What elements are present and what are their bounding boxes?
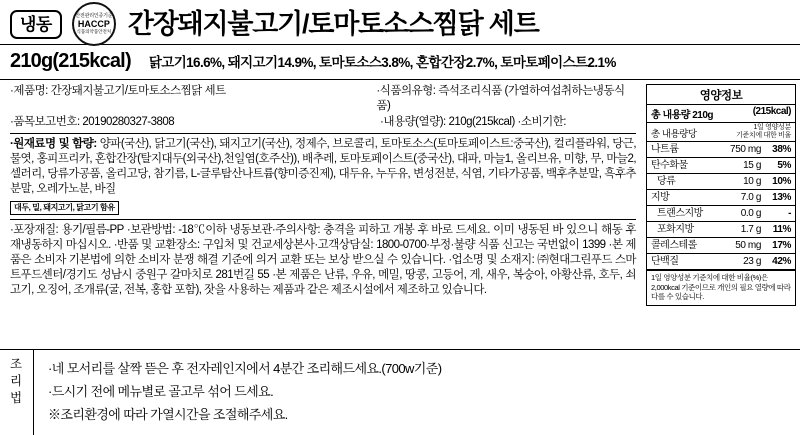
nutrition-serving-row — [647, 122, 795, 141]
divider — [10, 133, 636, 134]
nutrient-name: 트랜스지방 — [657, 208, 703, 219]
table-row — [647, 173, 795, 189]
haccp-bottom-text: 식품의약품안전처 — [76, 29, 112, 34]
cooking-section — [0, 349, 800, 435]
cooking-label-char: 조 — [10, 357, 22, 371]
nutrient-amount: 23 g — [743, 256, 761, 267]
ingredient-summary: 닭고기16.6%, 돼지고기14.9%, 토마토소스3.8%, 혼합간장2.7%, 토마토페이스트2.1% — [148, 55, 616, 70]
ingredients-block — [10, 137, 636, 197]
nutrient-percent: 17% — [772, 240, 791, 251]
nutrient-percent: 42% — [772, 256, 791, 267]
table-row — [647, 141, 795, 157]
nutrient-amount: 15 g — [743, 160, 761, 171]
haccp-top-text: 안전관리인증기준 — [75, 13, 113, 19]
cooking-label-char: 리 — [10, 374, 22, 388]
nutrient-name: 지방 — [651, 192, 670, 203]
haccp-mid-text: HACCP — [77, 19, 110, 29]
haccp-logo-icon — [72, 2, 116, 46]
weight-summary-row — [0, 44, 800, 80]
nutrient-name: 당류 — [657, 176, 676, 187]
cooking-label — [0, 350, 34, 435]
nutrient-percent: 5% — [777, 160, 791, 171]
cooking-label-char: 법 — [10, 391, 22, 405]
nutrient-name: 탄수화물 — [651, 160, 688, 171]
expiry-label: ·소비기한: — [517, 116, 566, 128]
ingredients-text: 양파(국산), 닭고기(국산), 돼지고기(국산), 정제수, 브로콜리, 토마토소스(토마토페이스트:중국산), 컬리플라워, 당근, 물엿, 홍피프리카, 혼합간장(탈지대두(외국산),천일염(호주산)), 배추레, 토마토페이스트(중국산), 대파, 마늘1, 올리브유, 미향, 무, 마늘2, 셀러리, 당류가공품, 올리고당, 참기름, L-글루탐산나트륨(향미증진제), 대두유, 누두유, 변성전분, 식염, 기타가공품, 백후추분말, 흑후추분말, 오레가노분, 바질 — [10, 137, 636, 195]
frozen-badge: 냉동 — [10, 10, 62, 39]
info-column — [0, 80, 644, 298]
nutrient-name: 포화지방 — [657, 224, 694, 235]
nutrition-total-row — [647, 104, 795, 122]
table-row — [647, 205, 795, 221]
nutrient-name: 콜레스테롤 — [651, 240, 697, 251]
nutrition-serving-note — [736, 124, 791, 140]
nutrient-amount: 0.0 g — [740, 208, 761, 219]
nutrient-name: 나트륨 — [651, 144, 679, 155]
nutrient-amount: 50 mg — [735, 240, 761, 251]
nutrient-percent: 38% — [772, 144, 791, 155]
nutrition-footnote: 1일 영양성분 기준치에 대한 비율(%)은 2,000kcal 기준이므로 개인의 필요 열량에 따라 다를 수 있습니다. — [647, 269, 795, 305]
nutrient-percent: - — [788, 208, 791, 219]
table-row — [647, 237, 795, 253]
cooking-line: ·드시기 전에 메뉴별로 골고루 섞어 드세요. — [48, 384, 274, 399]
report-number-label: ·품목보고번호: — [10, 116, 80, 128]
table-row — [647, 253, 795, 269]
packaging-storage-text: ·포장재질: 용기/필름-PP ·보관방법: -18℃이하 냉동보관·주의사항: 충격을 피하고 개봉 후 바로 드세요. 이미 냉동된 바 있으니 해동 후 재냉동하지 마십시오. ·반품 및 교환장소: 구입처 및 건교세상본사·고객상담실: 1800-0700·부정·불량 식품 신고는 국번없이 1399 ·본 제품은 소비자 기본법에 의한 소비자 분쟁 해결 기준에 의거 교환 또는 보상 받으실 수 있습니다. ·업소명 및 소재지: ㈜현대그린푸드 스마트푸드센터/경기도 성남시 중원구 갈마치로 281번길 55 ·본 제품은 난류, 우유, 메밀, 땅콩, 고등어, 게, 새우, 복숭아, 아황산류, 호두, 쇠고기, 오징어, 조개류(굴, 전복, 홍합 포함), 잣을 사용하는 제품과 같은 제조시설에서 제조하고 있습니다. — [10, 223, 636, 296]
nutrient-amount: 750 mg — [730, 144, 761, 155]
nutrition-total-kcal: (215kcal) — [752, 106, 791, 117]
nutrition-serving-label: 총 내용량당 — [651, 129, 697, 140]
ingredients-label: ·원재료명 및 함량: — [10, 137, 97, 150]
nutrition-serving-note-1: 1일 영양성분 — [753, 124, 791, 131]
nutrient-amount: 7.0 g — [740, 192, 761, 203]
product-name-row — [10, 84, 636, 113]
nutrition-serving-note-2: 기준치에 대한 비율 — [736, 132, 791, 139]
nutrition-title: 영양정보 — [699, 90, 743, 102]
label-header — [0, 0, 800, 44]
product-name-label: ·제품명: — [10, 85, 48, 97]
nutrition-table — [646, 84, 796, 306]
divider — [10, 219, 636, 220]
food-type-label: ·식품의유형: — [376, 85, 436, 97]
allergy-badge: 대두, 밀, 돼지고기, 닭고기 함유 — [10, 201, 119, 215]
table-row — [647, 189, 795, 205]
food-type-value: 즉석조리식품 (가열하여섭취하는냉동식품) — [376, 85, 625, 112]
table-row — [647, 221, 795, 237]
nutrient-percent: 10% — [772, 176, 791, 187]
cooking-instructions — [34, 350, 441, 435]
product-name-value: 간장돼지불고기/토마토소스찜닭 세트 — [50, 85, 226, 97]
label-body — [0, 80, 800, 306]
cooking-line: ※조리환경에 따라 가열시간을 조절해주세요. — [48, 407, 288, 422]
nutrient-amount: 10 g — [743, 176, 761, 187]
content-amount-label: ·내용량(열량): — [380, 116, 446, 128]
net-weight: 210g(215kcal) — [10, 50, 131, 72]
nutrient-name: 단백질 — [651, 256, 679, 267]
nutrient-percent: 11% — [772, 224, 791, 235]
nutrition-column — [644, 80, 800, 306]
page-title: 간장돼지불고기/토마토소스찜닭 세트 — [127, 8, 539, 39]
cooking-line: ·네 모서리를 살짝 뜯은 후 전자레인지에서 4분간 조리해드세요.(700w기준) — [48, 361, 442, 376]
table-row — [647, 157, 795, 173]
report-number-value: 20190280327-3808 — [82, 116, 175, 128]
content-amount-value: 210g(215kcal) — [448, 116, 515, 128]
nutrient-percent: 13% — [772, 192, 791, 203]
nutrition-total-label: 총 내용량 210g — [651, 110, 713, 121]
nutrient-amount: 1.7 g — [740, 224, 761, 235]
report-number-row — [10, 115, 636, 130]
